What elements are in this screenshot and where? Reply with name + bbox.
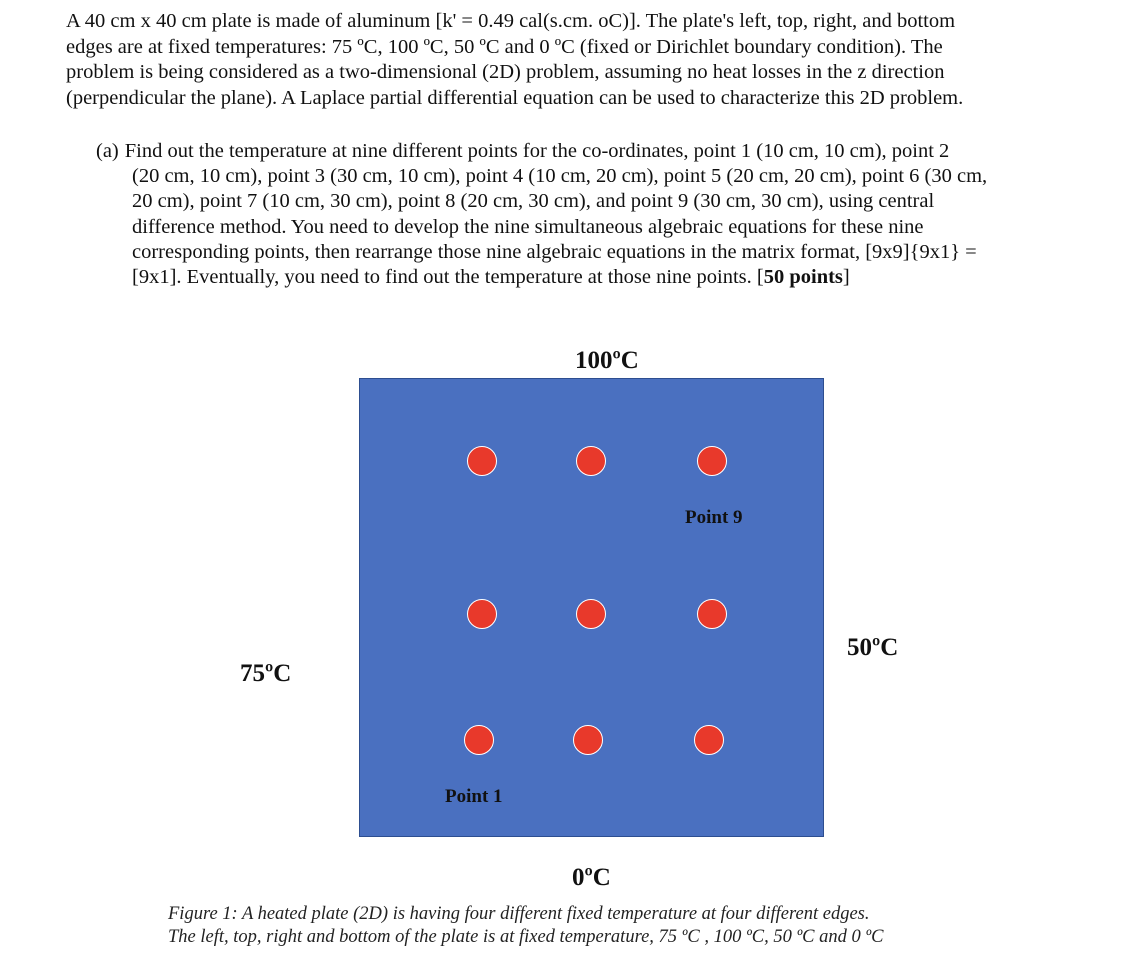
grid-point-9 [697, 446, 727, 476]
question-text: ] [842, 266, 850, 289]
question-line: 20 cm), point 7 (10 cm, 30 cm), point 8 (20 cm, 30 cm), and point 9 (30 cm, 30 cm), using central [132, 190, 935, 213]
question-text: [9x1]. Eventually, you need to find out the temperature at those nine points. [ [132, 266, 764, 289]
grid-point-6 [697, 599, 727, 629]
intro-line: problem is being considered as a two-dimensional (2D) problem, assuming no heat losses in the z direction [66, 61, 945, 83]
figure-caption [168, 903, 883, 949]
grid-point-3 [694, 725, 724, 755]
question-line: (20 cm, 10 cm), point 3 (30 cm, 10 cm), point 4 (10 cm, 20 cm), point 5 (20 cm, 20 cm), point 6 (30 cm, [132, 165, 988, 188]
question-label: (a) [96, 140, 119, 162]
right-edge-temperature: 50ºC [847, 634, 899, 661]
grid-point-4 [467, 599, 497, 629]
intro-line: edges are at fixed temperatures: 75 ºC, 100 ºC, 50 ºC and 0 ºC (fixed or Dirichlet boundary condition). The [66, 35, 943, 58]
question-line [96, 265, 1086, 290]
intro-line: (perpendicular the plane). A Laplace partial differential equation can be used to characterize this 2D problem. [66, 86, 964, 109]
grid-point-2 [573, 725, 603, 755]
question-line: difference method. You need to develop the nine simultaneous algebraic equations for these nine [132, 215, 924, 238]
grid-point-8 [576, 446, 606, 476]
aluminum-plate [359, 378, 824, 837]
point-9-label: Point 9 [685, 507, 743, 528]
grid-point-7 [467, 446, 497, 476]
grid-point-1 [464, 725, 494, 755]
bottom-edge-temperature: 0ºC [572, 864, 611, 891]
caption-line: The left, top, right and bottom of the plate is at fixed temperature, 75 ºC , 100 ºC, 50 ºC and 0 ºC [168, 927, 884, 947]
top-edge-temperature: 100ºC [575, 347, 639, 374]
question-a [96, 139, 1086, 290]
question-line: corresponding points, then rearrange those nine algebraic equations in the matrix format, [9x9]{9x1} = [132, 240, 977, 263]
point-1-label: Point 1 [445, 786, 503, 807]
question-line [96, 139, 1086, 164]
problem-statement [66, 9, 1066, 111]
intro-line: A 40 cm x 40 cm plate is made of aluminum [k' = 0.49 cal(s.cm. oC)]. The plate's left, top, right, and bottom [66, 10, 956, 32]
left-edge-temperature: 75ºC [240, 660, 292, 687]
question-text: Find out the temperature at nine different points for the co-ordinates, point 1 (10 cm, 10 cm), point 2 [124, 140, 950, 162]
points-value: 50 points [763, 266, 843, 289]
grid-point-5 [576, 599, 606, 629]
caption-line: Figure 1: A heated plate (2D) is having four different fixed temperature at four different edges. [168, 904, 870, 924]
